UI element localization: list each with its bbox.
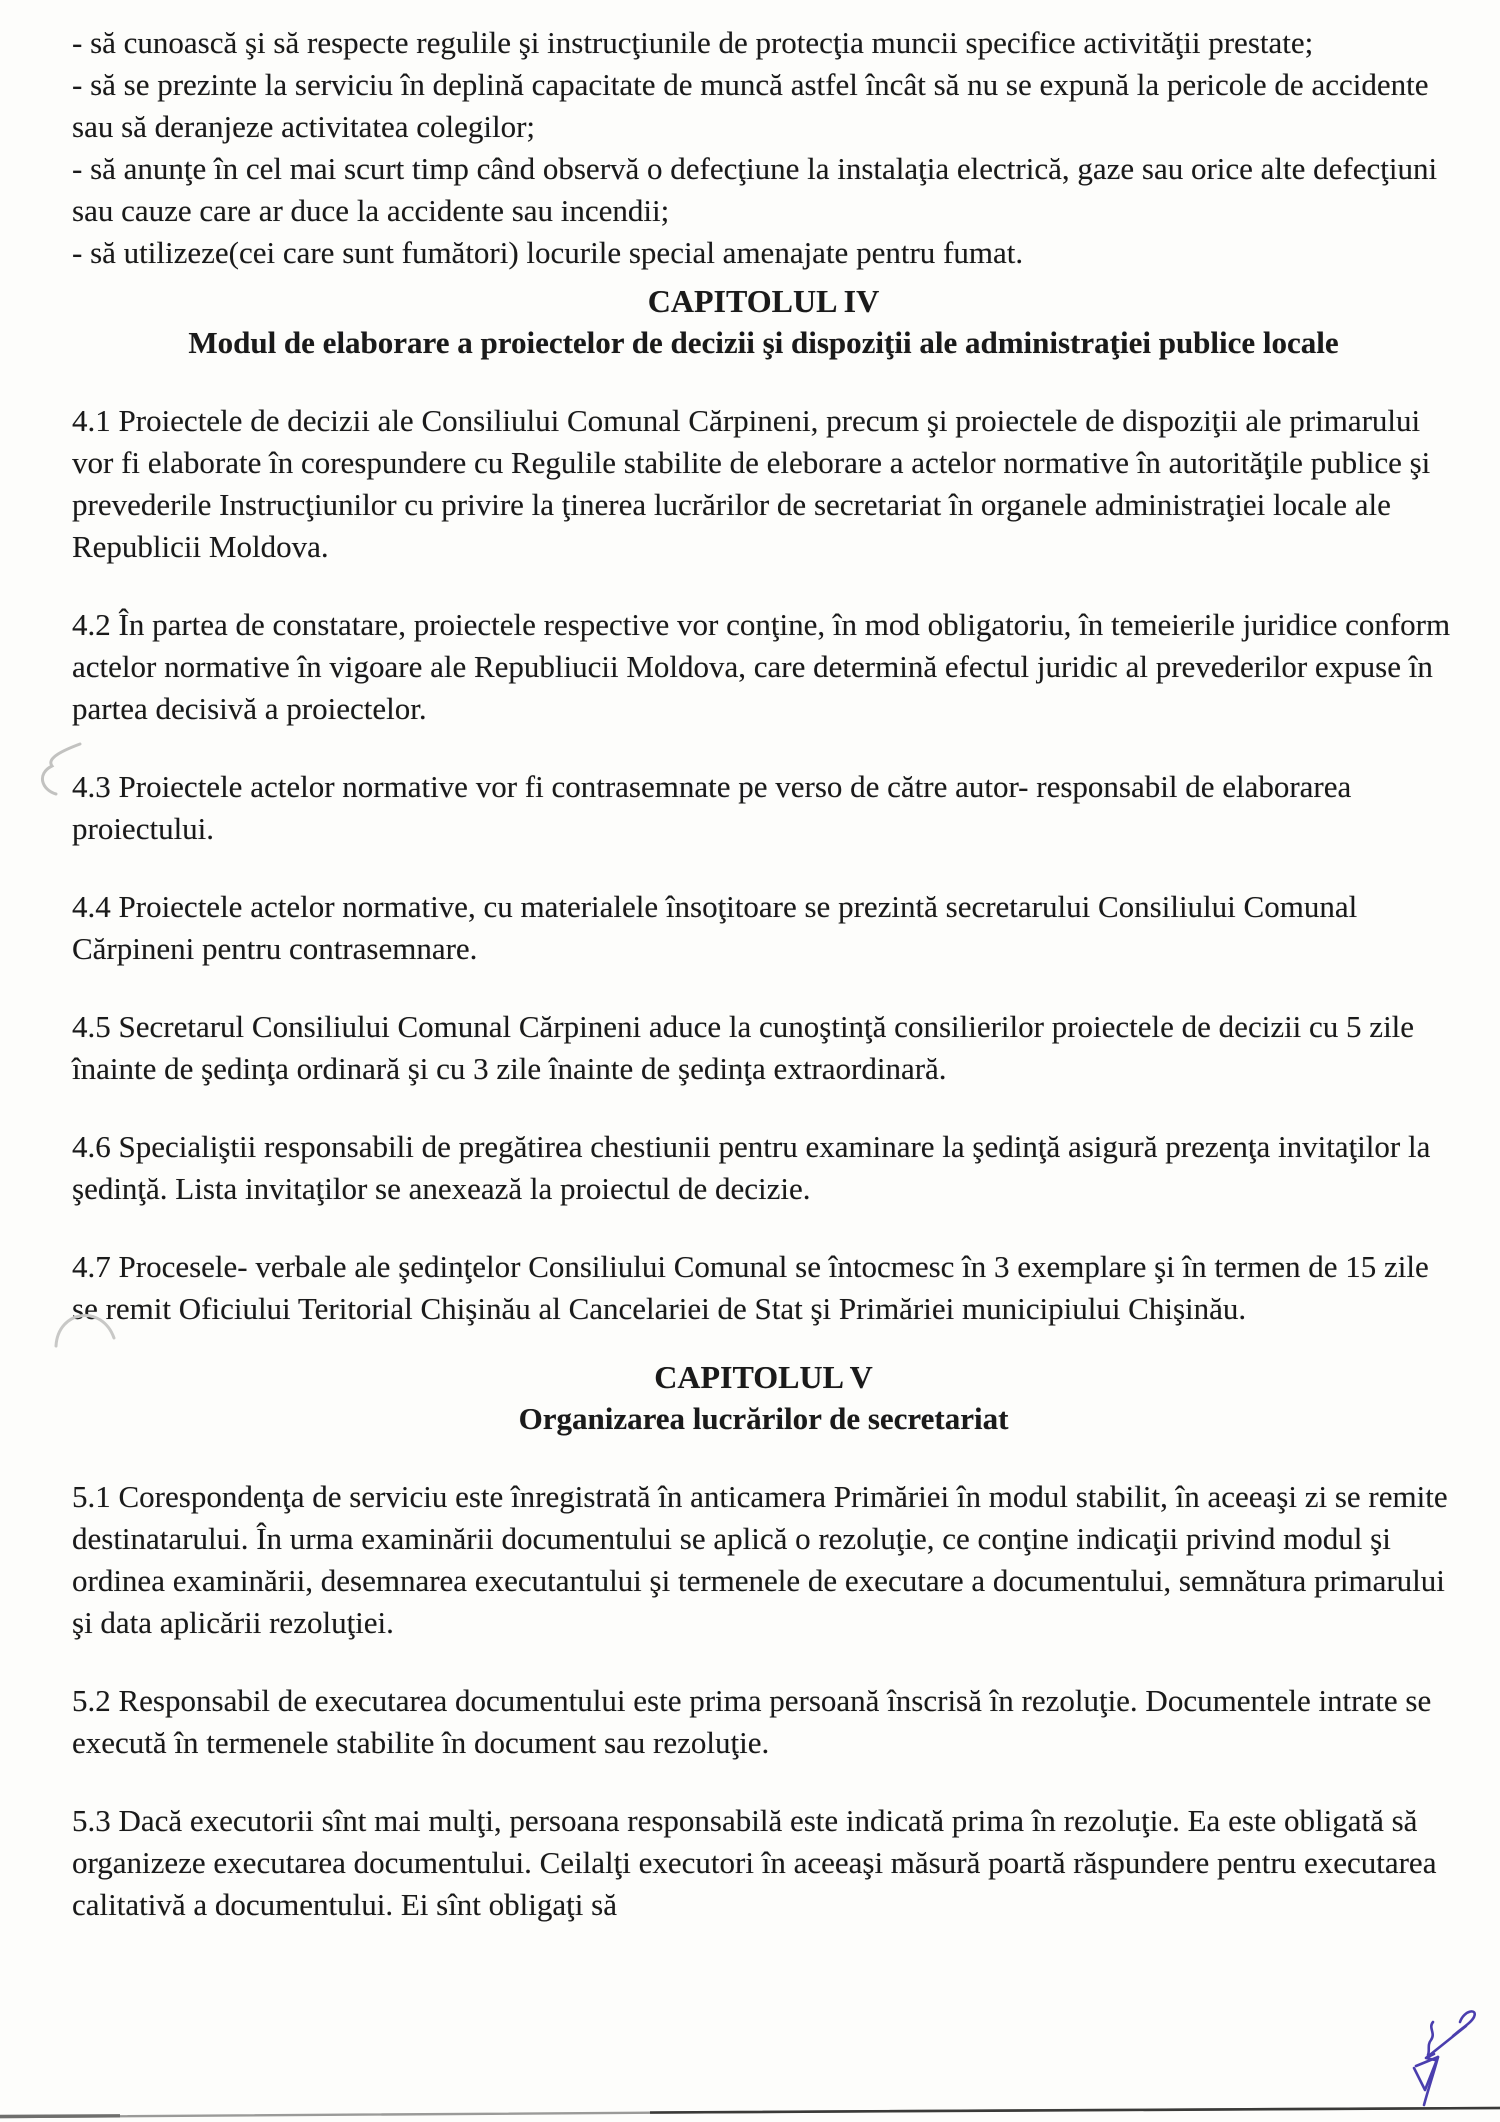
paragraph-4-5: 4.5 Secretarul Consiliului Comunal Cărpineni aduce la cunoştinţă consilierilor proiectele de decizii cu 5 zile înainte de şedinţa ordinară şi cu 3 zile înainte de şedinţa extraordinară.: [72, 1009, 1415, 1086]
paragraph-4-7: 4.7 Procesele- verbale ale şedinţelor Consiliului Comunal se întocmesc în 3 exemplare şi în termen de 15 zile se remit Oficiului Teritorial Chişinău al Cancelariei de Stat şi Primăriei municipiului Chişinău.: [72, 1249, 1429, 1326]
page-edge-shadow: [0, 2104, 1500, 2122]
paragraph-4-1: 4.1 Proiectele de decizii ale Consiliului Comunal Cărpineni, precum şi proiectele de dispoziţii ale primarului vor fi elaborate în corespundere cu Regulile stabilite de eleborare a actelor normative în autorităţile publice şi prevederile Instrucţiunilor cu privire la ţinerea lucrărilor de secretariat în organele administraţiei locale ale Republicii Moldova.: [72, 403, 1431, 564]
paragraph-4-6: 4.6 Specialiştii responsabili de pregătirea chestiunii pentru examinare la şedinţă asigură prezenţa invitaţilor la şedinţă. Lista invitaţilor se anexează la proiectul de decizie.: [72, 1129, 1431, 1206]
chapter5-subtitle: Organizarea lucrărilor de secretariat: [518, 1401, 1009, 1436]
paragraph-4-3: 4.3 Proiectele actelor normative vor fi contrasemnate pe verso de către autor- responsabil de elaborarea proiectului.: [72, 769, 1352, 846]
intro-bullet-1: - să cunoască şi să respecte regulile şi instrucţiunile de protecţia muncii specifice activităţii prestate;: [72, 25, 1314, 60]
paragraph-5-1: 5.1 Corespondenţa de serviciu este înregistrată în anticamera Primăriei în modul stabilit, în aceeaşi zi se remite destinatarului. În urma examinării documentului se aplică o rezoluţie, ce conţine indicaţii privind modul şi ordinea examinării, desemnarea executantului şi termenele de executare a documentului, semnătura primarului şi data aplicării rezoluţiei.: [72, 1479, 1448, 1640]
chapter5-title: CAPITOLUL V: [654, 1359, 873, 1395]
chapter4-subtitle: Modul de elaborare a proiectelor de decizii şi dispoziţii ale administraţiei publice locale: [188, 325, 1339, 360]
paragraph-4-2: 4.2 În partea de constatare, proiectele respective vor conţine, în mod obligatoriu, în temeierile juridice conform actelor normative în vigoare ale Republiucii Moldova, care determină efectul juridic al prevederilor expuse în partea decisivă a proiectelor.: [72, 607, 1451, 726]
intro-bullet-3: - să anunţe în cel mai scurt timp când observă o defecţiune la instalaţia electrică, gaze sau orice alte defecţiuni sau cauze care ar duce la accidente sau incendii;: [72, 151, 1438, 228]
intro-bullet-2: - să se prezinte la serviciu în deplină capacitate de muncă astfel încât să nu se expună la pericole de accidente sau să deranjeze activitatea colegilor;: [72, 67, 1429, 144]
paragraph-5-3: 5.3 Dacă executorii sînt mai mulţi, persoana responsabilă este indicată prima în rezoluţie. Ea este obligată să organizeze executarea documentului. Ceilalţi executori în aceeaşi măsură poartă răspundere pentru executarea calitativă a documentului. Ei sînt obligaţi să: [72, 1803, 1437, 1922]
chapter4-title: CAPITOLUL IV: [647, 283, 880, 319]
handwritten-signature-icon: [1398, 2002, 1493, 2112]
document-text-block: [72, 22, 1455, 1926]
paragraph-5-2: 5.2 Responsabil de executarea documentului este prima persoană înscrisă în rezoluţie. Documentele intrate se execută în termenele stabilite în document sau rezoluţie.: [72, 1683, 1432, 1760]
intro-bullet-4: - să utilizeze(cei care sunt fumători) locurile special amenajate pentru fumat.: [72, 235, 1024, 270]
paragraph-4-4: 4.4 Proiectele actelor normative, cu materialele însoţitoare se prezintă secretarului Consiliului Comunal Cărpineni pentru contrasemnare.: [72, 889, 1358, 966]
